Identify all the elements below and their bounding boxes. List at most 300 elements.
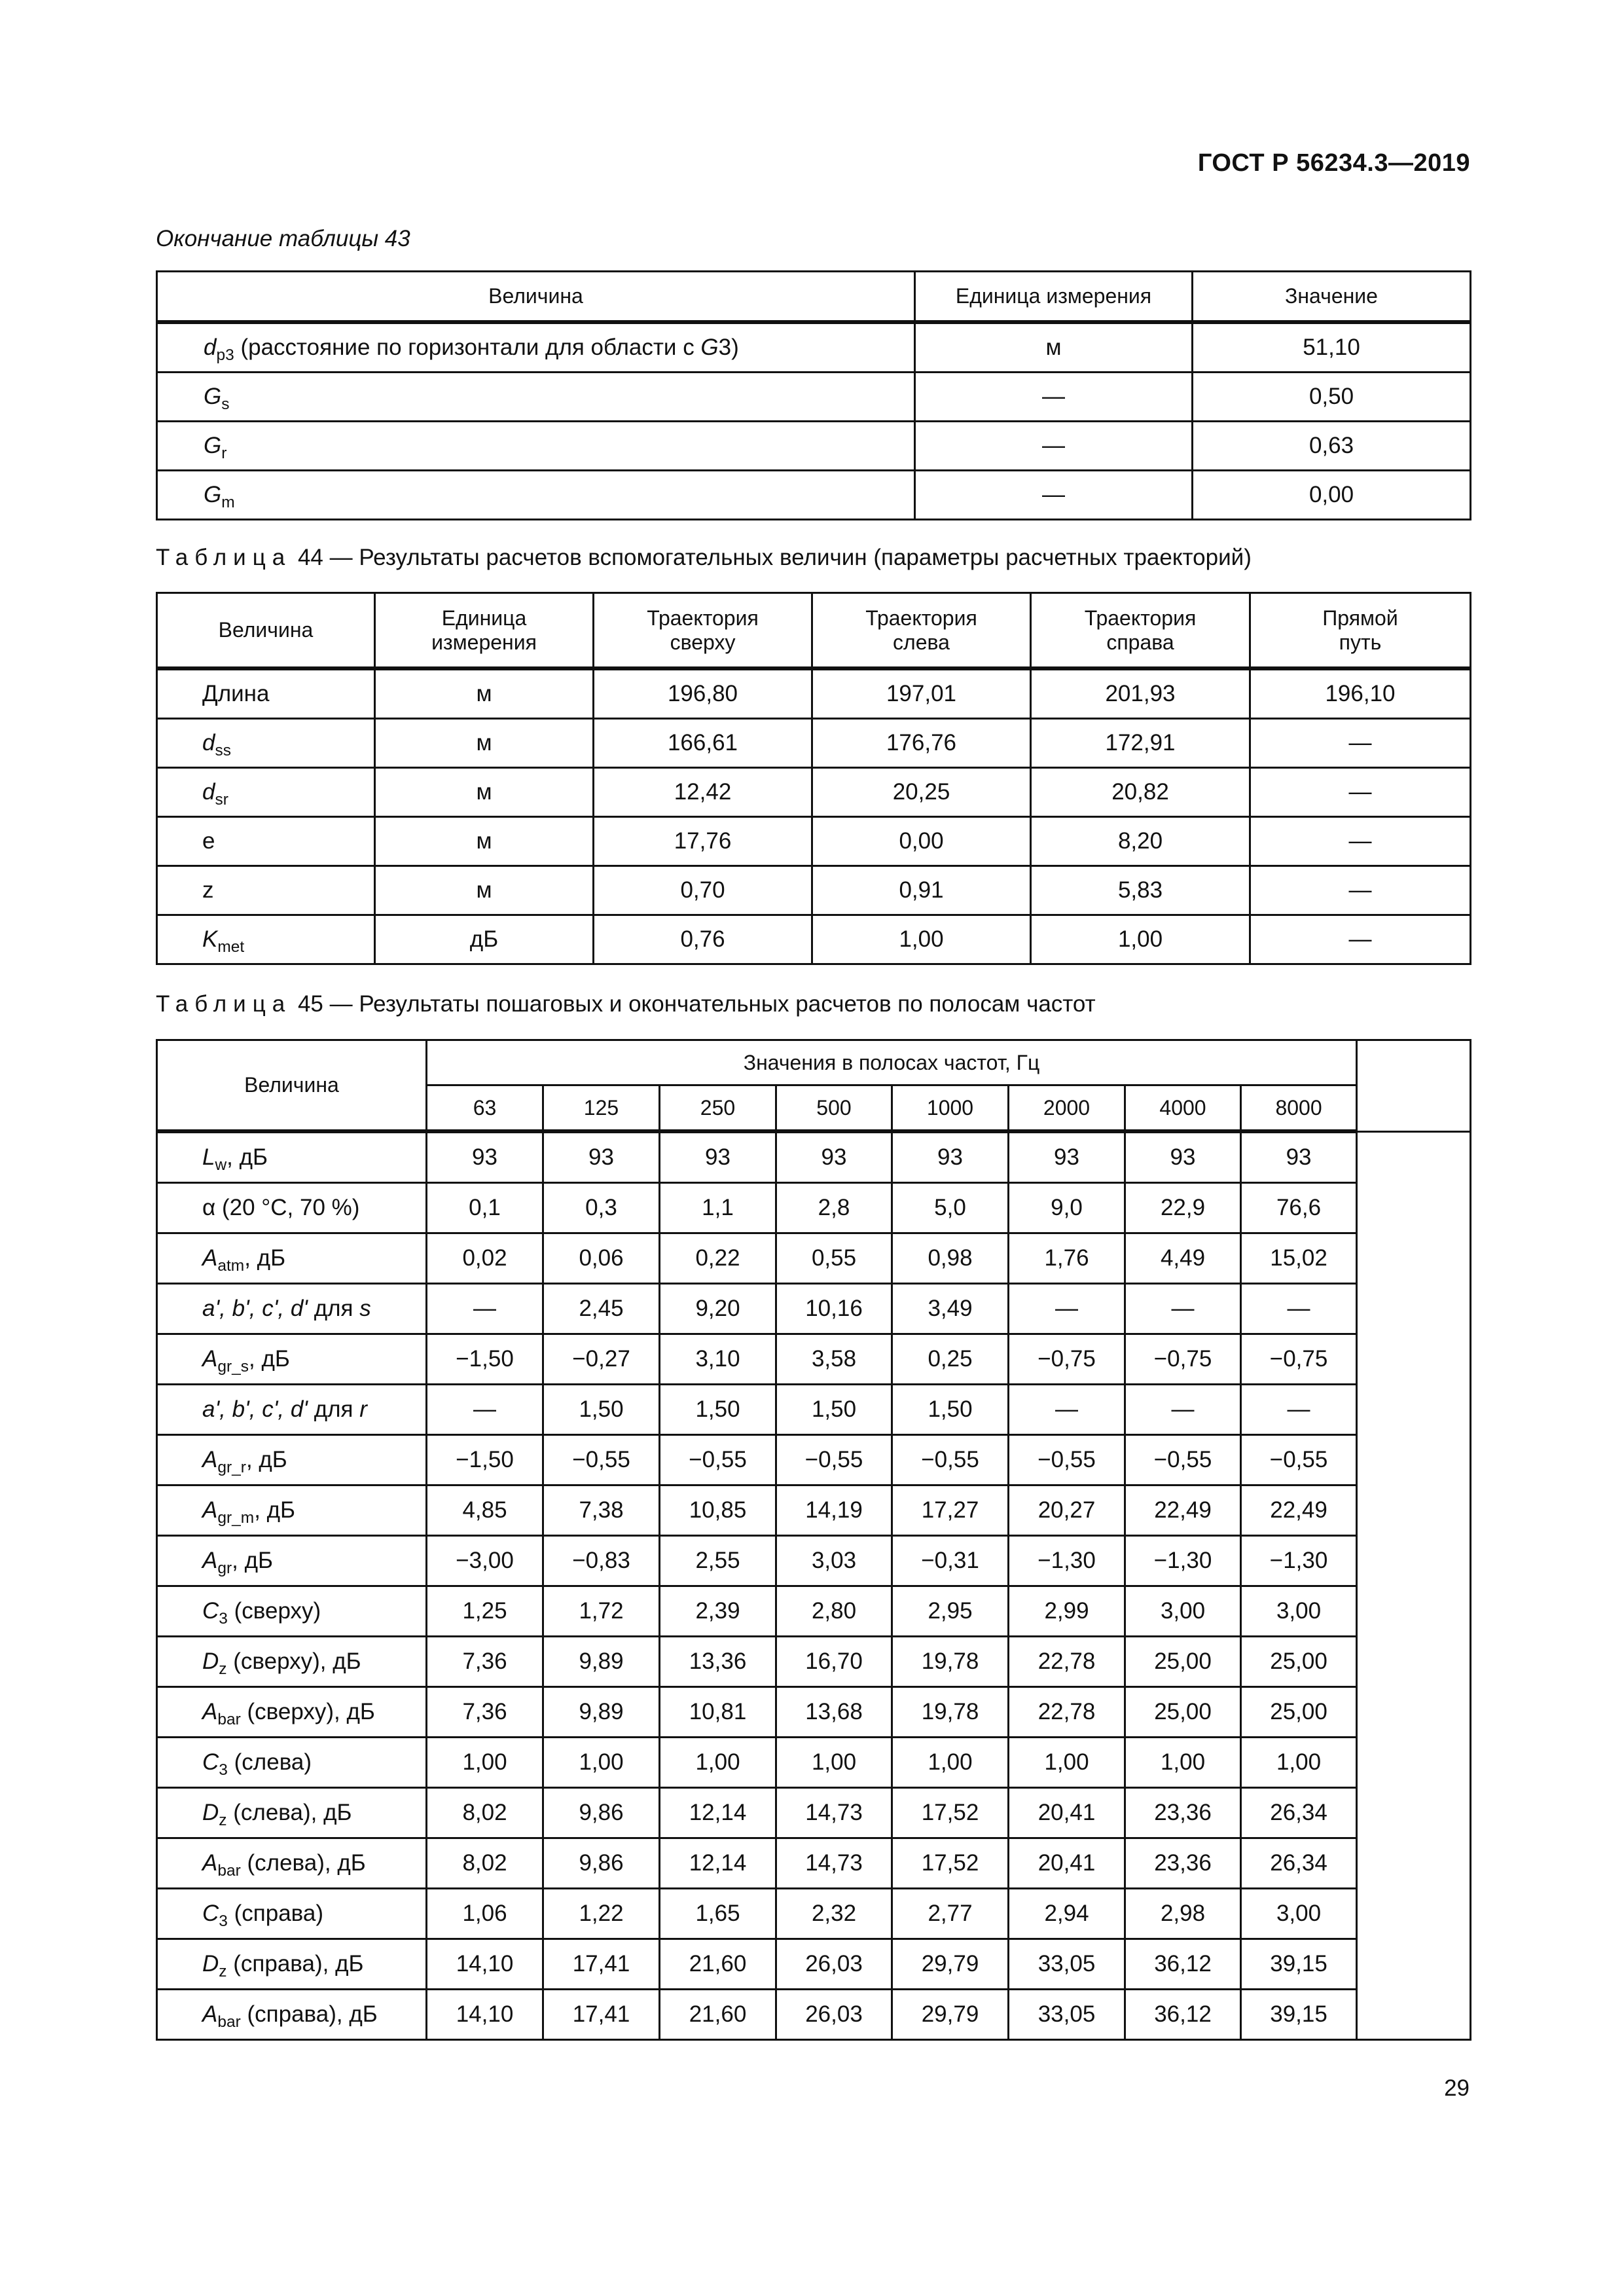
quantity-subscript: bar bbox=[217, 2013, 241, 2031]
quantity-symbol: d bbox=[202, 729, 215, 756]
value-cell: 1,00 bbox=[543, 1738, 660, 1788]
value-cell: 76,6 bbox=[1241, 1183, 1357, 1233]
value-cell: 9,89 bbox=[543, 1687, 660, 1738]
quantity-symbol: A bbox=[202, 1446, 218, 1472]
value-cell: 3,10 bbox=[660, 1334, 776, 1385]
table43 bbox=[156, 270, 1471, 520]
table-row bbox=[157, 1687, 1471, 1738]
value-cell: −0,75 bbox=[1009, 1334, 1125, 1385]
table-row bbox=[157, 1233, 1471, 1284]
value-cell: 2,45 bbox=[543, 1284, 660, 1334]
blank-cell bbox=[1357, 1586, 1471, 1637]
value-cell: 1,00 bbox=[1241, 1738, 1357, 1788]
value-cell: 0,22 bbox=[660, 1233, 776, 1284]
value-cell: 0,02 bbox=[427, 1233, 543, 1284]
frequency-header: 2000 bbox=[1009, 1085, 1125, 1132]
value-cell: 29,79 bbox=[892, 1939, 1009, 1990]
blank-cell bbox=[1357, 1838, 1471, 1889]
quantity-subscript: bar bbox=[217, 1710, 241, 1728]
quantity-description: (расстояние по горизонтали для области с bbox=[234, 334, 701, 360]
value-cell: 2,32 bbox=[776, 1889, 892, 1939]
table-row bbox=[157, 322, 1471, 373]
unit-cell: — bbox=[915, 373, 1193, 422]
header-line-2: слева bbox=[893, 630, 950, 654]
table45-header-frequency-group: Значения в полосах частот, Гц bbox=[427, 1040, 1357, 1085]
table-row bbox=[157, 866, 1471, 915]
value-cell: 20,82 bbox=[1031, 768, 1250, 817]
value-cell: 1,76 bbox=[1009, 1233, 1125, 1284]
table-row bbox=[157, 1435, 1471, 1485]
quantity-subscript: 3 bbox=[219, 1609, 228, 1628]
quantity-symbol: d bbox=[204, 334, 217, 360]
quantity-cell bbox=[157, 668, 375, 719]
value-cell: — bbox=[1125, 1284, 1241, 1334]
table44-header-cell bbox=[1250, 593, 1471, 669]
quantity-description: , дБ bbox=[232, 1547, 273, 1573]
table-row bbox=[157, 1485, 1471, 1536]
quantity-cell bbox=[157, 1284, 427, 1334]
quantity-symbol: A bbox=[202, 1698, 218, 1724]
quantity-cell bbox=[157, 1536, 427, 1586]
blank-cell bbox=[1357, 1939, 1471, 1990]
blank-cell bbox=[1357, 1738, 1471, 1788]
quantity-subscript: z bbox=[219, 1811, 227, 1829]
quantity-cell bbox=[157, 1687, 427, 1738]
value-cell: — bbox=[1125, 1385, 1241, 1435]
unit-cell: — bbox=[915, 471, 1193, 520]
value-cell: 93 bbox=[660, 1131, 776, 1183]
quantity-cell bbox=[157, 1838, 427, 1889]
value-cell: 0,06 bbox=[543, 1233, 660, 1284]
quantity-cell bbox=[157, 1385, 427, 1435]
value-cell: 1,72 bbox=[543, 1586, 660, 1637]
value-cell: 36,12 bbox=[1125, 1939, 1241, 1990]
quantity-description: для bbox=[307, 1396, 360, 1422]
value-cell: −0,55 bbox=[1125, 1435, 1241, 1485]
table-row bbox=[157, 1536, 1471, 1586]
table-row bbox=[157, 1788, 1471, 1838]
header-line-2: справа bbox=[1106, 630, 1174, 654]
frequency-header: 500 bbox=[776, 1085, 892, 1132]
value-cell: −0,55 bbox=[660, 1435, 776, 1485]
quantity-description: (слева), дБ bbox=[240, 1850, 366, 1876]
quantity-description: (сверху), дБ bbox=[226, 1648, 361, 1674]
table44-header-cell bbox=[812, 593, 1031, 669]
value-cell: 1,00 bbox=[1125, 1738, 1241, 1788]
value-cell: — bbox=[1241, 1385, 1357, 1435]
table43-header-unit: Единица измерения bbox=[915, 272, 1193, 323]
value-cell: 1,50 bbox=[776, 1385, 892, 1435]
quantity-cell bbox=[157, 1131, 427, 1183]
value-cell: 2,39 bbox=[660, 1586, 776, 1637]
value-cell: 1,00 bbox=[892, 1738, 1009, 1788]
value-cell: 1,00 bbox=[812, 915, 1031, 964]
value-cell: 93 bbox=[776, 1131, 892, 1183]
quantity-symbol: G bbox=[204, 432, 222, 458]
frequency-header: 8000 bbox=[1241, 1085, 1357, 1132]
table-row bbox=[157, 817, 1471, 866]
value-cell: −1,50 bbox=[427, 1334, 543, 1385]
table45-header-quantity: Величина bbox=[157, 1040, 427, 1132]
value-cell: 12,42 bbox=[594, 768, 812, 817]
value-cell: 16,70 bbox=[776, 1637, 892, 1687]
value-cell: 1,00 bbox=[1031, 915, 1250, 964]
quantity-symbol-inline: G bbox=[700, 334, 719, 360]
quantity-cell bbox=[157, 471, 915, 520]
quantity-symbol: K bbox=[202, 926, 218, 952]
value-cell: −1,30 bbox=[1241, 1536, 1357, 1586]
value-cell: 20,41 bbox=[1009, 1788, 1125, 1838]
quantity-cell bbox=[157, 1334, 427, 1385]
unit-cell: м bbox=[375, 817, 594, 866]
value-cell: 15,02 bbox=[1241, 1233, 1357, 1284]
quantity-cell bbox=[157, 1738, 427, 1788]
value-cell: 4,85 bbox=[427, 1485, 543, 1536]
quantity-cell bbox=[157, 373, 915, 422]
value-cell: 4,49 bbox=[1125, 1233, 1241, 1284]
value-cell: −1,30 bbox=[1125, 1536, 1241, 1586]
table-row bbox=[157, 1334, 1471, 1385]
value-cell: 8,02 bbox=[427, 1788, 543, 1838]
quantity-symbol: D bbox=[202, 1799, 219, 1825]
value-cell: 166,61 bbox=[594, 719, 812, 768]
value-cell: 14,19 bbox=[776, 1485, 892, 1536]
header-line-2: путь bbox=[1339, 630, 1382, 654]
value-cell: 22,49 bbox=[1241, 1485, 1357, 1536]
value-cell: 10,85 bbox=[660, 1485, 776, 1536]
value-cell: 2,77 bbox=[892, 1889, 1009, 1939]
header-line-1: Прямой bbox=[1322, 606, 1398, 630]
table45-caption: Таблица 45 — Результаты пошаговых и окончательных расчетов по полосам частот bbox=[156, 991, 1096, 1017]
quantity-cell bbox=[157, 817, 375, 866]
value-cell: 10,16 bbox=[776, 1284, 892, 1334]
value-cell: −0,75 bbox=[1125, 1334, 1241, 1385]
value-cell: 1,1 bbox=[660, 1183, 776, 1233]
value-cell: 1,00 bbox=[776, 1738, 892, 1788]
unit-cell: м bbox=[375, 768, 594, 817]
quantity-subscript: ss bbox=[215, 741, 231, 759]
quantity-subscript: z bbox=[219, 1660, 227, 1678]
table44-header-cell bbox=[375, 593, 594, 669]
value-cell: 0,98 bbox=[892, 1233, 1009, 1284]
value-cell: 22,78 bbox=[1009, 1687, 1125, 1738]
table-row bbox=[157, 719, 1471, 768]
value-cell: 14,73 bbox=[776, 1788, 892, 1838]
table43-body bbox=[157, 322, 1471, 520]
quantity-symbol: Длина bbox=[202, 680, 270, 706]
table-row bbox=[157, 1284, 1471, 1334]
value-cell: — bbox=[427, 1385, 543, 1435]
value-cell: — bbox=[1241, 1284, 1357, 1334]
value-cell: 2,94 bbox=[1009, 1889, 1125, 1939]
blank-cell bbox=[1357, 1435, 1471, 1485]
value-cell: 10,81 bbox=[660, 1687, 776, 1738]
quantity-description: (слева), дБ bbox=[226, 1799, 352, 1825]
value-cell: 172,91 bbox=[1031, 719, 1250, 768]
blank-cell bbox=[1357, 1385, 1471, 1435]
value-cell: 201,93 bbox=[1031, 668, 1250, 719]
table-row bbox=[157, 1939, 1471, 1990]
quantity-cell bbox=[157, 1586, 427, 1637]
value-cell: 14,10 bbox=[427, 1990, 543, 2040]
value-cell: 0,55 bbox=[776, 1233, 892, 1284]
unit-cell: м bbox=[375, 668, 594, 719]
quantity-subscript: gr_r bbox=[217, 1458, 246, 1476]
value-cell: 20,25 bbox=[812, 768, 1031, 817]
value-cell: 17,52 bbox=[892, 1788, 1009, 1838]
value-cell: 9,86 bbox=[543, 1788, 660, 1838]
quantity-subscript: gr_s bbox=[217, 1357, 249, 1376]
quantity-description: (справа) bbox=[227, 1900, 324, 1926]
value-cell: 0,1 bbox=[427, 1183, 543, 1233]
frequency-header: 4000 bbox=[1125, 1085, 1241, 1132]
quantity-symbol: z bbox=[202, 877, 214, 903]
value-cell: 196,80 bbox=[594, 668, 812, 719]
value-cell: 51,10 bbox=[1193, 322, 1471, 373]
table-row bbox=[157, 668, 1471, 719]
quantity-description: , дБ bbox=[249, 1345, 290, 1372]
value-cell: −0,83 bbox=[543, 1536, 660, 1586]
blank-cell bbox=[1357, 1334, 1471, 1385]
unit-cell: м bbox=[375, 719, 594, 768]
quantity-symbol: α bbox=[202, 1194, 216, 1220]
value-cell: 8,02 bbox=[427, 1838, 543, 1889]
value-cell: 23,36 bbox=[1125, 1788, 1241, 1838]
quantity-description-tail: 3) bbox=[718, 334, 739, 360]
document-header: ГОСТ Р 56234.3—2019 bbox=[1197, 149, 1470, 177]
value-cell: — bbox=[427, 1284, 543, 1334]
quantity-subscript: sr bbox=[215, 790, 228, 809]
quantity-cell bbox=[157, 719, 375, 768]
value-cell: 20,41 bbox=[1009, 1838, 1125, 1889]
header-line-1: Траектория bbox=[865, 606, 977, 630]
value-cell: 13,68 bbox=[776, 1687, 892, 1738]
value-cell: 176,76 bbox=[812, 719, 1031, 768]
value-cell: 9,86 bbox=[543, 1838, 660, 1889]
frequency-header: 1000 bbox=[892, 1085, 1009, 1132]
quantity-symbol: A bbox=[202, 1345, 218, 1372]
value-cell: 26,34 bbox=[1241, 1788, 1357, 1838]
header-line-1: Единица bbox=[441, 606, 527, 630]
value-cell: 1,50 bbox=[660, 1385, 776, 1435]
value-cell: 9,0 bbox=[1009, 1183, 1125, 1233]
value-cell: 33,05 bbox=[1009, 1939, 1125, 1990]
value-cell: 39,15 bbox=[1241, 1990, 1357, 2040]
table44 bbox=[156, 592, 1471, 965]
quantity-cell bbox=[157, 322, 915, 373]
value-cell: 93 bbox=[543, 1131, 660, 1183]
quantity-subscript: m bbox=[221, 493, 235, 511]
value-cell: 3,49 bbox=[892, 1284, 1009, 1334]
value-cell: 14,73 bbox=[776, 1838, 892, 1889]
blank-cell bbox=[1357, 1183, 1471, 1233]
quantity-description: , дБ bbox=[244, 1245, 286, 1271]
value-cell: 3,00 bbox=[1125, 1586, 1241, 1637]
quantity-cell bbox=[157, 1435, 427, 1485]
quantity-cell bbox=[157, 768, 375, 817]
value-cell: 0,50 bbox=[1193, 373, 1471, 422]
quantity-description: (20 °C, 70 %) bbox=[215, 1194, 360, 1220]
quantity-subscript: z bbox=[219, 1962, 227, 1980]
quantity-cell bbox=[157, 1939, 427, 1990]
table44-body bbox=[157, 668, 1471, 964]
value-cell: 1,00 bbox=[660, 1738, 776, 1788]
quantity-symbol: a', b', c', d' bbox=[202, 1396, 308, 1422]
quantity-description: , дБ bbox=[254, 1497, 296, 1523]
quantity-subscript: bar bbox=[217, 1861, 241, 1880]
value-cell: 29,79 bbox=[892, 1990, 1009, 2040]
value-cell: 3,00 bbox=[1241, 1889, 1357, 1939]
value-cell: 9,20 bbox=[660, 1284, 776, 1334]
value-cell: 22,78 bbox=[1009, 1637, 1125, 1687]
value-cell: 5,83 bbox=[1031, 866, 1250, 915]
value-cell: 25,00 bbox=[1241, 1637, 1357, 1687]
table44-header-cell bbox=[1031, 593, 1250, 669]
quantity-description: , дБ bbox=[245, 1446, 287, 1472]
table45-header-blank bbox=[1357, 1040, 1471, 1132]
unit-cell: — bbox=[915, 422, 1193, 471]
value-cell: — bbox=[1250, 719, 1471, 768]
quantity-symbol: A bbox=[202, 1850, 218, 1876]
value-cell: 26,34 bbox=[1241, 1838, 1357, 1889]
value-cell: 12,14 bbox=[660, 1788, 776, 1838]
value-cell: 0,70 bbox=[594, 866, 812, 915]
quantity-symbol: C bbox=[202, 1749, 219, 1775]
value-cell: 17,41 bbox=[543, 1990, 660, 2040]
quantity-description: (справа), дБ bbox=[226, 1950, 364, 1977]
value-cell: 0,63 bbox=[1193, 422, 1471, 471]
quantity-symbol: A bbox=[202, 2001, 218, 2027]
header-line-1: Величина bbox=[218, 618, 314, 642]
quantity-subscript: gr_m bbox=[217, 1508, 255, 1527]
quantity-description: (слева) bbox=[227, 1749, 312, 1775]
quantity-description: , дБ bbox=[226, 1144, 268, 1170]
table-row bbox=[157, 1637, 1471, 1687]
value-cell: 20,27 bbox=[1009, 1485, 1125, 1536]
value-cell: 1,00 bbox=[427, 1738, 543, 1788]
value-cell: 17,27 bbox=[892, 1485, 1009, 1536]
blank-cell bbox=[1357, 1788, 1471, 1838]
quantity-subscript: p3 bbox=[216, 346, 234, 364]
value-cell: 3,03 bbox=[776, 1536, 892, 1586]
value-cell: 2,80 bbox=[776, 1586, 892, 1637]
quantity-description: (сверху), дБ bbox=[240, 1698, 375, 1724]
value-cell: 93 bbox=[1009, 1131, 1125, 1183]
unit-cell: м bbox=[915, 322, 1193, 373]
value-cell: 12,14 bbox=[660, 1838, 776, 1889]
value-cell: −0,55 bbox=[892, 1435, 1009, 1485]
value-cell: 3,00 bbox=[1241, 1586, 1357, 1637]
table43-header-value: Значение bbox=[1193, 272, 1471, 323]
quantity-symbol-tail: s bbox=[359, 1295, 371, 1321]
value-cell: — bbox=[1250, 817, 1471, 866]
value-cell: — bbox=[1250, 866, 1471, 915]
quantity-cell bbox=[157, 1233, 427, 1284]
quantity-cell bbox=[157, 1637, 427, 1687]
value-cell: 21,60 bbox=[660, 1990, 776, 2040]
header-line-1: Траектория bbox=[1084, 606, 1197, 630]
quantity-cell bbox=[157, 1788, 427, 1838]
value-cell: 7,36 bbox=[427, 1687, 543, 1738]
value-cell: 93 bbox=[1241, 1131, 1357, 1183]
value-cell: −3,00 bbox=[427, 1536, 543, 1586]
blank-cell bbox=[1357, 1485, 1471, 1536]
value-cell: 1,00 bbox=[1009, 1738, 1125, 1788]
value-cell: 13,36 bbox=[660, 1637, 776, 1687]
table-row bbox=[157, 1183, 1471, 1233]
quantity-subscript: met bbox=[217, 938, 245, 956]
quantity-symbol: C bbox=[202, 1900, 219, 1926]
value-cell: 2,98 bbox=[1125, 1889, 1241, 1939]
value-cell: 0,00 bbox=[1193, 471, 1471, 520]
table-row bbox=[157, 1586, 1471, 1637]
value-cell: 25,00 bbox=[1125, 1637, 1241, 1687]
value-cell: 25,00 bbox=[1125, 1687, 1241, 1738]
value-cell: 23,36 bbox=[1125, 1838, 1241, 1889]
value-cell: 2,55 bbox=[660, 1536, 776, 1586]
quantity-symbol: A bbox=[202, 1245, 218, 1271]
value-cell: 2,99 bbox=[1009, 1586, 1125, 1637]
blank-cell bbox=[1357, 1233, 1471, 1284]
value-cell: 33,05 bbox=[1009, 1990, 1125, 2040]
table-row bbox=[157, 768, 1471, 817]
value-cell: 7,38 bbox=[543, 1485, 660, 1536]
quantity-cell bbox=[157, 1183, 427, 1233]
quantity-cell bbox=[157, 1889, 427, 1939]
quantity-symbol: D bbox=[202, 1950, 219, 1977]
quantity-symbol: e bbox=[202, 828, 215, 854]
quantity-description: (сверху) bbox=[227, 1597, 321, 1624]
table44-caption: Таблица 44 — Результаты расчетов вспомогательных величин (параметры расчетных траекторий) bbox=[156, 545, 1252, 570]
value-cell: −0,55 bbox=[543, 1435, 660, 1485]
quantity-cell bbox=[157, 915, 375, 964]
value-cell: 17,52 bbox=[892, 1838, 1009, 1889]
table44-header-cell bbox=[157, 593, 375, 669]
value-cell: 1,50 bbox=[892, 1385, 1009, 1435]
value-cell: 0,91 bbox=[812, 866, 1031, 915]
quantity-symbol: C bbox=[202, 1597, 219, 1624]
value-cell: −0,55 bbox=[1241, 1435, 1357, 1485]
quantity-subscript: s bbox=[221, 395, 230, 413]
value-cell: 25,00 bbox=[1241, 1687, 1357, 1738]
quantity-symbol: G bbox=[204, 383, 222, 409]
value-cell: 197,01 bbox=[812, 668, 1031, 719]
value-cell: 19,78 bbox=[892, 1687, 1009, 1738]
value-cell: — bbox=[1250, 768, 1471, 817]
page-number: 29 bbox=[1444, 2075, 1470, 2101]
quantity-subscript: r bbox=[221, 444, 227, 462]
unit-cell: дБ bbox=[375, 915, 594, 964]
quantity-subscript: 3 bbox=[219, 1912, 228, 1930]
blank-cell bbox=[1357, 1637, 1471, 1687]
table-row bbox=[157, 1131, 1471, 1183]
value-cell: 26,03 bbox=[776, 1939, 892, 1990]
value-cell: −0,55 bbox=[1009, 1435, 1125, 1485]
value-cell: 0,25 bbox=[892, 1334, 1009, 1385]
value-cell: 19,78 bbox=[892, 1637, 1009, 1687]
value-cell: 2,8 bbox=[776, 1183, 892, 1233]
value-cell: 14,10 bbox=[427, 1939, 543, 1990]
value-cell: 0,00 bbox=[812, 817, 1031, 866]
frequency-header: 125 bbox=[543, 1085, 660, 1132]
value-cell: — bbox=[1009, 1284, 1125, 1334]
table-row bbox=[157, 1738, 1471, 1788]
frequency-header: 250 bbox=[660, 1085, 776, 1132]
quantity-subscript: w bbox=[215, 1156, 227, 1174]
quantity-symbol: A bbox=[202, 1497, 218, 1523]
value-cell: 22,49 bbox=[1125, 1485, 1241, 1536]
quantity-symbol: D bbox=[202, 1648, 219, 1674]
